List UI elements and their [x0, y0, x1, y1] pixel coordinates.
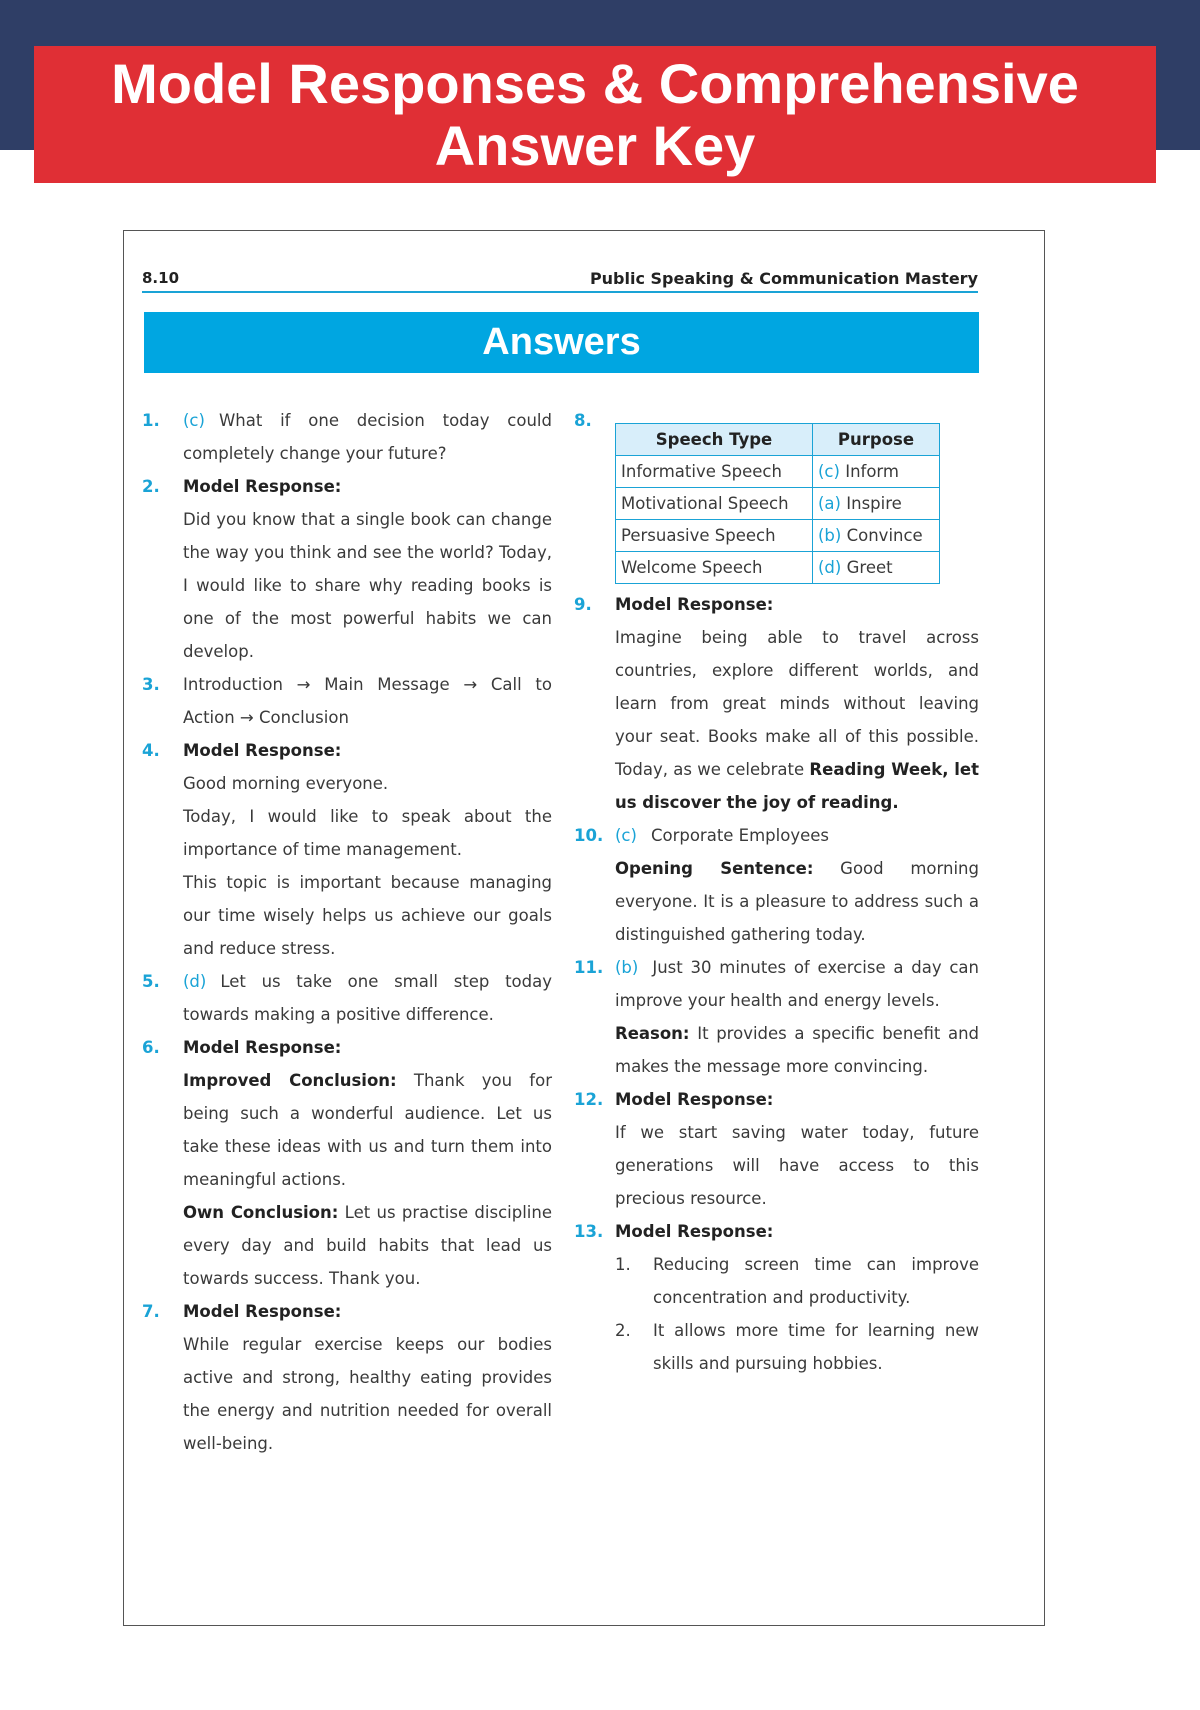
answer-label: Model Response:: [183, 477, 342, 496]
answer-number: 3.: [142, 675, 160, 694]
answer-5: [142, 965, 552, 1031]
banner-title-line2: Answer Key: [434, 113, 756, 177]
answer-1: [142, 404, 552, 470]
right-column: [574, 404, 979, 1380]
answer-label: Model Response:: [615, 1090, 774, 1109]
answer-12: [574, 1083, 979, 1215]
purpose-cell: (a) Inspire: [813, 488, 940, 520]
answer-number: 9.: [574, 595, 592, 614]
purpose-cell: (d) Greet: [813, 552, 940, 584]
section-title: Answers: [144, 312, 979, 373]
improved-conclusion: [183, 1064, 552, 1196]
list-item: 1. Reducing screen time can improve concentration and productivity.: [615, 1255, 979, 1307]
table-row: [616, 520, 940, 552]
answer-text: Introduction → Main Message → Call to Action → Conclusion: [183, 675, 552, 727]
answer-10: [574, 819, 979, 951]
answer-3: [142, 668, 552, 734]
answer-text: Imagine being able to travel across countries, explore different worlds, and learn from great minds without leaving your seat. Books make all of this possible. Today, as we celebrate Reading Week, let us discover the joy of reading.: [615, 628, 980, 812]
answer-label: Model Response:: [183, 1302, 342, 1321]
book-title: Public Speaking & Communication Mastery: [589, 269, 978, 288]
improved-conclusion-label: Improved Conclusion:: [183, 1071, 397, 1090]
answer-6: [142, 1031, 552, 1295]
answer-number: 4.: [142, 741, 160, 760]
book-page: [123, 230, 1045, 1626]
answer-text: What if one decision today could completely change your future?: [183, 411, 552, 463]
title-banner: [34, 46, 1156, 183]
answer-paragraph-1: Good morning everyone.: [183, 774, 389, 793]
table-row: [616, 488, 940, 520]
speech-type-table: [615, 423, 940, 584]
own-conclusion-text: Let us practise discipline every day and build habits that lead us towards success. Thank you.: [183, 1203, 552, 1288]
table-header-row: [616, 424, 940, 456]
speech-type-cell: Motivational Speech: [616, 488, 813, 520]
answer-11: [574, 951, 979, 1083]
table-row: [616, 456, 940, 488]
answer-option: (c): [615, 826, 637, 845]
opening-sentence: Opening Sentence: Good morning everyone. It is a pleasure to address such a distinguished gathering today.: [615, 859, 979, 944]
answer-13: [574, 1215, 979, 1380]
left-column: [142, 404, 552, 1460]
table-row: [616, 552, 940, 584]
list-item: 2. It allows more time for learning new skills and pursuing hobbies.: [615, 1321, 979, 1373]
answer-8: [574, 404, 979, 584]
reason: Reason: It provides a specific benefit and makes the message more convincing.: [615, 1024, 980, 1076]
answer-text: While regular exercise keeps our bodies active and strong, healthy eating provides the energy and nutrition needed for overall well-being.: [183, 1335, 552, 1453]
banner-title-line1: Model Responses & Comprehensive: [111, 51, 1079, 115]
page-number: 8.10: [142, 269, 180, 287]
answer-number: 2.: [142, 477, 160, 496]
answer-number: 6.: [142, 1038, 160, 1057]
answer-number: 1.: [142, 411, 160, 430]
answer-text: Corporate Employees: [650, 826, 829, 845]
table-header: Speech Type: [616, 424, 813, 456]
answer-7: [142, 1295, 552, 1460]
answer-text: Did you know that a single book can change the way you think and see the world? Today, I would like to share why reading books is one of the most powerful habits we can develop.: [183, 510, 552, 661]
answer-paragraph-2: Today, I would like to speak about the importance of time management.: [183, 807, 552, 859]
answer-number: 10.: [574, 826, 604, 845]
answer-4: [142, 734, 552, 965]
answer-label: Model Response:: [183, 1038, 342, 1057]
answer-option: (c): [183, 411, 205, 430]
answer-label: Model Response:: [615, 595, 774, 614]
answer-paragraph-3: This topic is important because managing our time wisely helps us achieve our goals and reduce stress.: [183, 873, 552, 958]
answer-text: If we start saving water today, future generations will have access to this precious resource.: [615, 1123, 979, 1208]
answer-number: 5.: [142, 972, 160, 991]
table-header: Purpose: [813, 424, 940, 456]
answer-number: 7.: [142, 1302, 160, 1321]
improved-conclusion-text: Thank you for being such a wonderful audience. Let us take these ideas with us and turn them into meaningful actions.: [183, 1071, 552, 1189]
speech-type-cell: Informative Speech: [616, 456, 813, 488]
speech-type-cell: Persuasive Speech: [616, 520, 813, 552]
answer-text: Just 30 minutes of exercise a day can improve your health and energy levels.: [615, 958, 979, 1010]
answer-2: [142, 470, 552, 668]
answer-option: (d): [183, 972, 207, 991]
running-header: [142, 269, 978, 293]
answer-label: Model Response:: [183, 741, 342, 760]
answer-option: (b): [615, 958, 639, 977]
answer-text: Let us take one small step today towards making a positive difference.: [183, 972, 552, 1024]
answer-number: 11.: [574, 958, 604, 977]
answer-number: 8.: [574, 411, 592, 430]
answer-number: 12.: [574, 1090, 604, 1109]
own-conclusion-label: Own Conclusion:: [183, 1203, 339, 1222]
speech-type-cell: Welcome Speech: [616, 552, 813, 584]
answer-label: Model Response:: [615, 1222, 774, 1241]
answer-number: 13.: [574, 1222, 604, 1241]
own-conclusion: [183, 1196, 552, 1295]
answer-9: [574, 588, 979, 819]
purpose-cell: (b) Convince: [813, 520, 940, 552]
purpose-cell: (c) Inform: [813, 456, 940, 488]
